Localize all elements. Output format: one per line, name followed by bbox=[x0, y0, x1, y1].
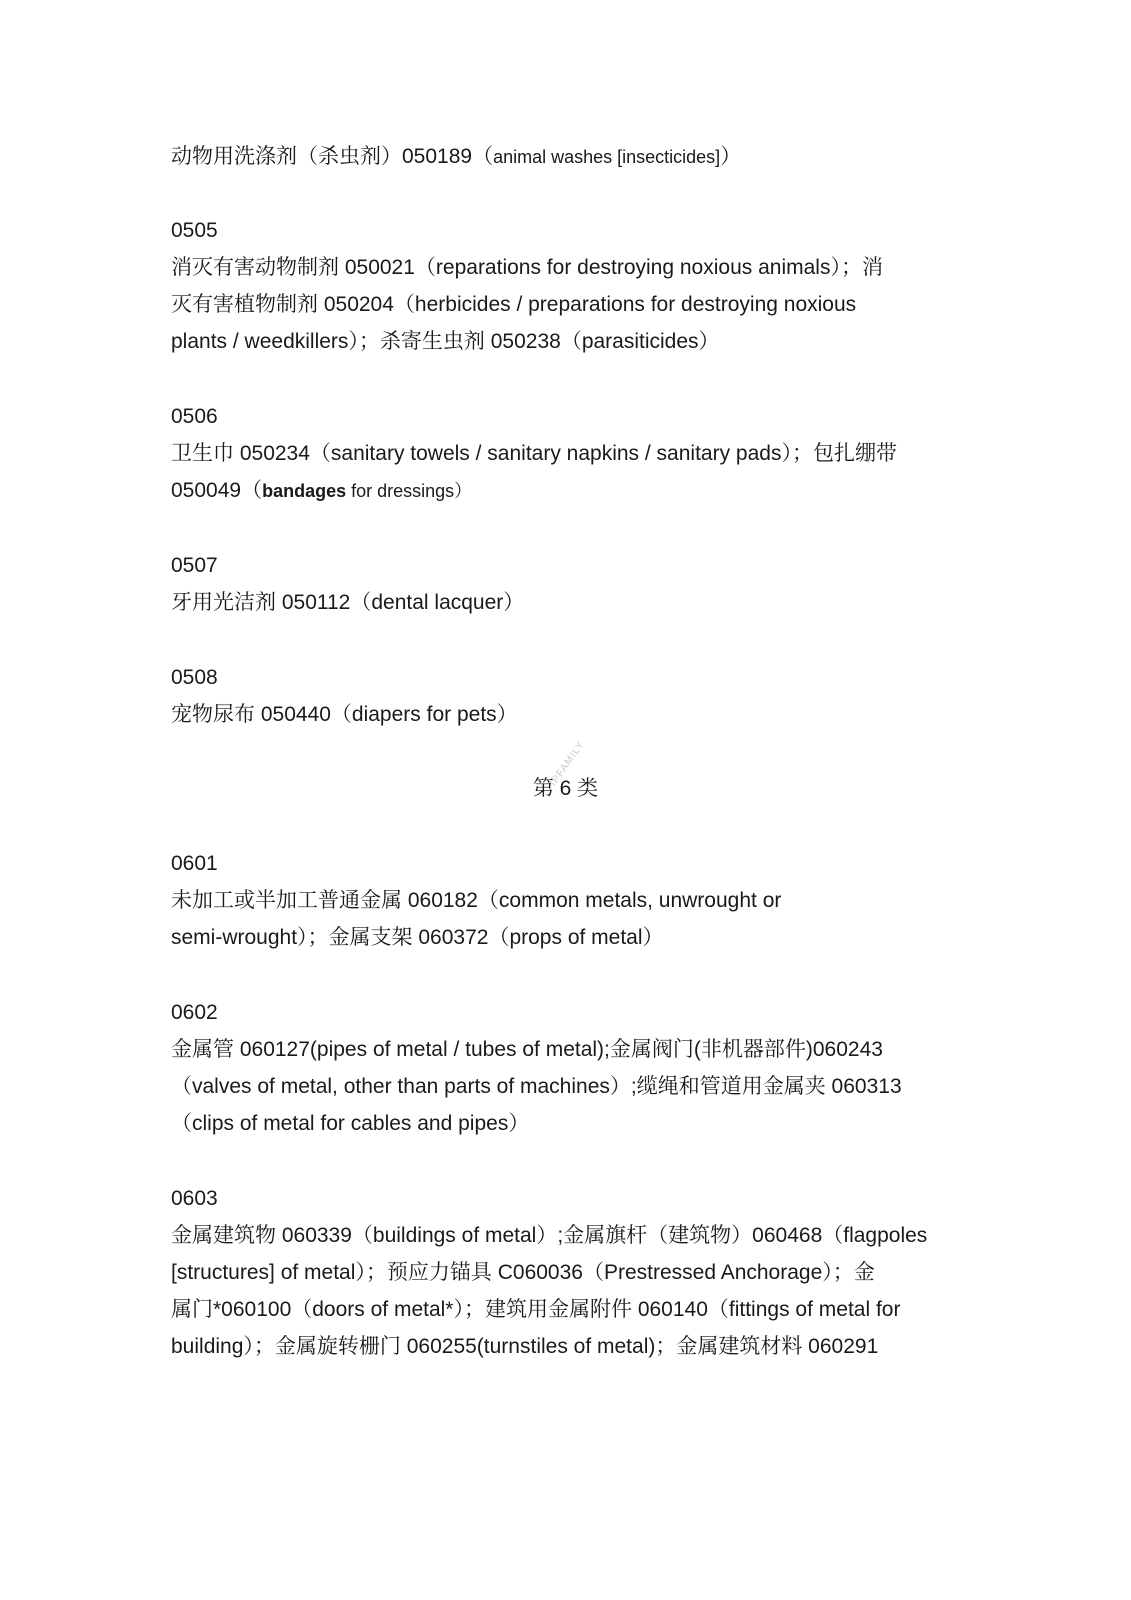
group-0601-line-1: 未加工或半加工普通金属 060182（common metals, unwrought or bbox=[171, 889, 782, 912]
intro-line bbox=[171, 143, 741, 171]
group-0603-line-4: building）；金属旋转栅门 060255(turnstiles of metal)；金属建筑材料 060291 bbox=[171, 1335, 879, 1358]
group-0601-line-2: semi-wrought）；金属支架 060372（props of metal） bbox=[171, 926, 664, 949]
group-0508-line-1: 宠物尿布 050440（diapers for pets） bbox=[171, 703, 518, 726]
group-0505-line-2: 灭有害植物制剂 050204（herbicides / preparations for destroying noxious bbox=[171, 293, 857, 316]
group-code-0601: 0601 bbox=[171, 852, 218, 875]
group-code-0508: 0508 bbox=[171, 666, 218, 689]
group-0603-line-1: 金属建筑物 060339（buildings of metal）;金属旗杆（建筑物）060468（flagpoles bbox=[171, 1224, 928, 1247]
for-dressings-text: for dressings） bbox=[346, 481, 473, 501]
group-code-0602: 0602 bbox=[171, 1001, 218, 1024]
group-code-0506: 0506 bbox=[171, 405, 218, 428]
intro-en-text: animal washes [insecticides] bbox=[493, 147, 721, 167]
group-0602-line-3: （clips of metal for cables and pipes） bbox=[171, 1112, 530, 1135]
group-0602-line-2: （valves of metal, other than parts of machines）;缆绳和管道用金属夹 060313 bbox=[171, 1075, 902, 1098]
group-0602-line-1: 金属管 060127(pipes of metal / tubes of metal);金属阀门(非机器部件)060243 bbox=[171, 1038, 883, 1061]
group-0603-line-3: 属门*060100（doors of metal*）；建筑用金属附件 060140（fittings of metal for bbox=[171, 1298, 901, 1321]
group-0505-line-3: plants / weedkillers）；杀寄生虫剂 050238（parasiticides） bbox=[171, 330, 720, 353]
intro-zh-text: 动物用洗涤剂（杀虫剂）050189（ bbox=[171, 145, 494, 168]
group-0506-code-text: 050049（ bbox=[171, 479, 263, 502]
group-0507-line-1: 牙用光洁剂 050112（dental lacquer） bbox=[171, 591, 525, 614]
intro-close-paren: ） bbox=[720, 145, 742, 168]
group-0506-line-2 bbox=[171, 477, 472, 505]
group-code-0603: 0603 bbox=[171, 1187, 218, 1210]
bandages-bold-text: bandages bbox=[262, 481, 347, 501]
group-code-0505: 0505 bbox=[171, 219, 218, 242]
class-6-title: 第 6 类 bbox=[532, 777, 599, 800]
group-0506-line-1: 卫生巾 050234（sanitary towels / sanitary napkins / sanitary pads）；包扎绷带 bbox=[171, 442, 897, 465]
watermark: IPFAMILY bbox=[548, 739, 587, 789]
group-code-0507: 0507 bbox=[171, 554, 218, 577]
group-0505-line-1: 消灭有害动物制剂 050021（reparations for destroying noxious animals）；消 bbox=[171, 256, 883, 279]
group-0603-line-2: [structures] of metal）；预应力锚具 C060036（Prestressed Anchorage）；金 bbox=[171, 1261, 875, 1284]
